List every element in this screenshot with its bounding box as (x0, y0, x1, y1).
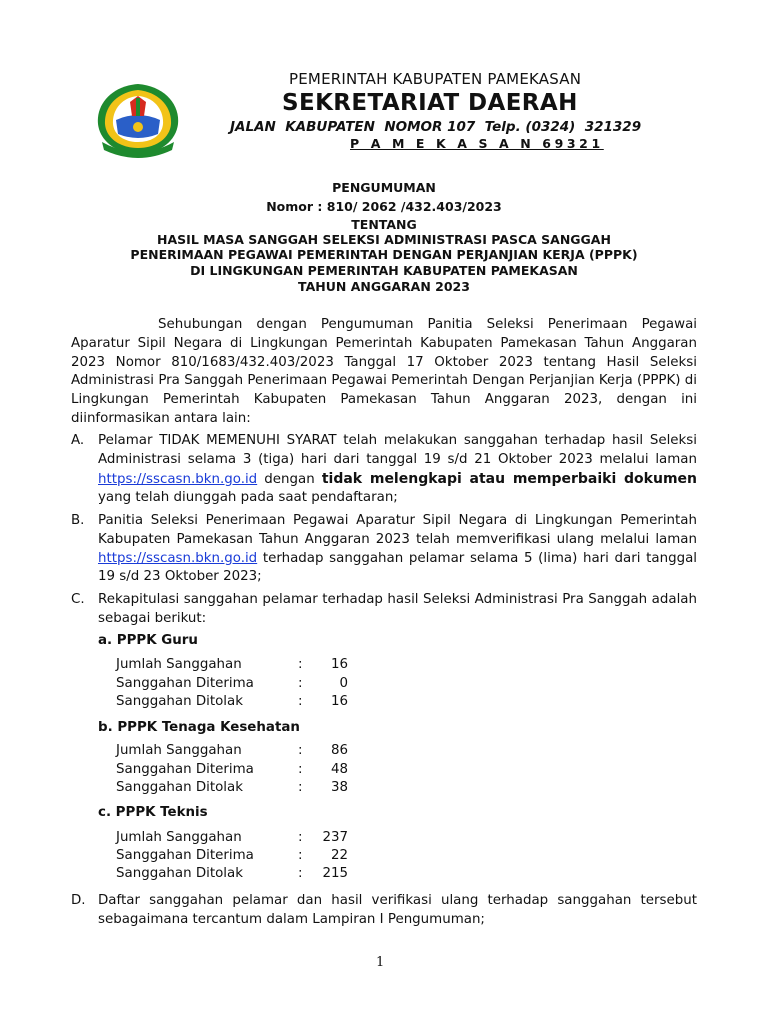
recap-heading-guru: a. PPPK Guru (98, 633, 198, 648)
list-item-content: Daftar sanggahan pelamar dan hasil verifikasi ulang terhadap sanggahan tersebut sebagaimana tercantum dalam Lampiran I Pengumuman; (98, 893, 697, 927)
recap-label: Sanggahan Ditolak (116, 694, 243, 709)
regency-emblem-icon (92, 80, 184, 158)
list-item-b (71, 512, 697, 587)
recap-colon: : (298, 657, 303, 672)
recap-label: Sanggahan Diterima (116, 762, 254, 777)
office-city: P A M E K A S A N 69321 (350, 136, 604, 151)
recap-value: 22 (330, 848, 348, 863)
item-text: yang telah diunggah pada saat pendaftaran; (98, 490, 398, 506)
list-item-content (98, 432, 697, 508)
item-text: Pelamar TIDAK MEMENUHI SYARAT telah melakukan sanggahan terhadap hasil Seleksi Administrasi selama 3 (tiga) hari dari tanggal 19 s/d 21 Oktober 2023 melalui laman (98, 433, 697, 467)
recap-label: Jumlah Sanggahan (116, 743, 242, 758)
announcement-heading: PENGUMUMAN (332, 180, 436, 195)
office-name: SEKRETARIAT DAERAH (282, 90, 578, 116)
recap-row (116, 866, 356, 884)
announcement-title-line: PENERIMAAN PEGAWAI PEMERINTAH DENGAN PERJANJIAN KERJA (PPPK) (130, 247, 638, 262)
recap-row (116, 657, 356, 675)
announcement-title-line: DI LINGKUNGAN PEMERINTAH KABUPATEN PAMEKASAN (190, 263, 578, 278)
item-text: dengan (264, 471, 315, 487)
recap-row (116, 762, 356, 780)
recap-value: 0 (339, 676, 348, 691)
list-item-c (71, 591, 697, 629)
announcement-about: TENTANG (351, 217, 417, 232)
recap-label: Jumlah Sanggahan (116, 830, 242, 845)
item-emphasis: tidak melengkapi atau memperbaiki dokumen (321, 470, 697, 487)
list-item-content (98, 512, 697, 587)
list-marker: C. (71, 592, 85, 607)
office-address: JALAN KABUPATEN NOMOR 107 Telp. (0324) 321329 (230, 119, 642, 135)
list-item-content: Rekapitulasi sanggahan pelamar terhadap hasil Seleksi Administrasi Pra Sanggah adalah sebagai berikut: (98, 592, 697, 626)
sscasn-link[interactable]: https://sscasn.bkn.go.id (98, 550, 258, 566)
announcement-number: Nomor : 810/ 2062 /432.403/2023 (266, 199, 502, 214)
recap-row (116, 694, 356, 712)
list-item-d (71, 892, 697, 930)
recap-value: 16 (330, 657, 348, 672)
recap-colon: : (298, 830, 303, 845)
announcement-title-line: TAHUN ANGGARAN 2023 (298, 279, 470, 294)
item-text: Panitia Seleksi Penerimaan Pegawai Aparatur Sipil Negara di Lingkungan Pemerintah Kabupaten Pamekasan Tahun Anggaran 2023 telah memverifikasi ulang melalui laman (98, 513, 697, 547)
intro-paragraph: Sehubungan dengan Pengumuman Panitia Seleksi Penerimaan Pegawai Aparatur Sipil Negara di Lingkungan Pemerintah Kabupaten Pamekasan Tahun Anggaran 2023 Nomor 810/1683/432.403/2023 Tanggal 17 Oktober 2023 tentang Hasil Seleksi Administrasi Pra Sanggah Penerimaan Pegawai Pemerintah Dengan Perjanjian Kerja (PPPK) di Lingkungan Pemerintah Kabupaten Pamekasan Tahun Anggaran 2023, dengan ini diinformasikan antara lain: (71, 317, 697, 426)
emblem-monument-icon (136, 98, 140, 116)
recap-colon: : (298, 694, 303, 709)
recap-colon: : (298, 743, 303, 758)
recap-row (116, 676, 356, 694)
recap-colon: : (298, 780, 303, 795)
recap-heading-kesehatan: b. PPPK Tenaga Kesehatan (98, 720, 300, 735)
recap-row (116, 848, 356, 866)
item-text: terhadap sanggahan pelamar selama 5 (lima) hari dari tanggal 19 s/d 23 Oktober 2023; (98, 550, 698, 585)
recap-label: Jumlah Sanggahan (116, 657, 242, 672)
recap-row (116, 743, 356, 761)
recap-colon: : (298, 762, 303, 777)
announcement-title-line: HASIL MASA SANGGAH SELEKSI ADMINISTRASI PASCA SANGGAH (157, 232, 611, 247)
page-number: 1 (376, 955, 385, 970)
list-item-a (71, 432, 697, 508)
recap-label: Sanggahan Ditolak (116, 780, 243, 795)
list-marker: B. (71, 513, 85, 528)
recap-label: Sanggahan Ditolak (116, 866, 243, 881)
sscasn-link[interactable]: https://sscasn.bkn.go.id (98, 471, 258, 487)
list-marker: D. (71, 893, 86, 908)
emblem-star-icon (133, 122, 143, 132)
recap-value: 86 (330, 743, 348, 758)
list-marker: A. (71, 433, 85, 448)
recap-value: 237 (322, 830, 348, 845)
recap-value: 16 (330, 694, 348, 709)
recap-label: Sanggahan Diterima (116, 676, 254, 691)
recap-label: Sanggahan Diterima (116, 848, 254, 863)
recap-row (116, 830, 356, 848)
recap-colon: : (298, 848, 303, 863)
recap-row (116, 780, 356, 798)
recap-colon: : (298, 866, 303, 881)
recap-value: 48 (330, 762, 348, 777)
recap-heading-teknis: c. PPPK Teknis (98, 805, 208, 820)
government-name: PEMERINTAH KABUPATEN PAMEKASAN (289, 70, 582, 88)
recap-value: 38 (330, 780, 348, 795)
recap-colon: : (298, 676, 303, 691)
recap-value: 215 (322, 866, 348, 881)
